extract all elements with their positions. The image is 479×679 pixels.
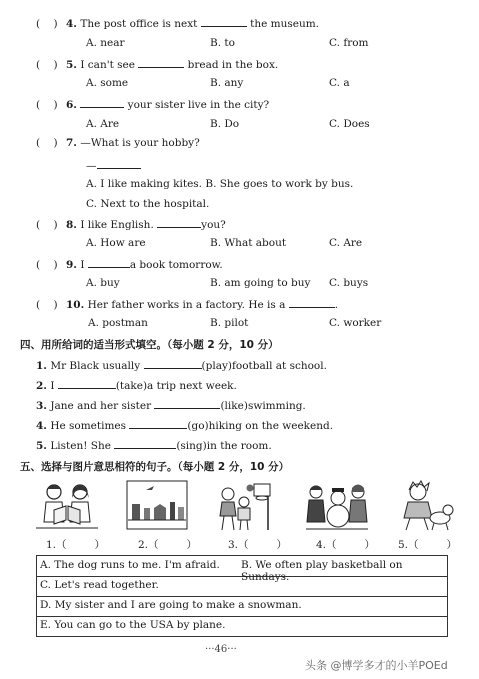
paren-close: ): [53, 18, 58, 30]
question-text: .: [334, 299, 339, 311]
basketball-players-picture: [216, 480, 278, 532]
answer-blank: [88, 256, 130, 268]
paren-open: (: [36, 299, 41, 311]
option-a: A. buy: [86, 277, 120, 289]
paren-close: ）: [186, 539, 198, 551]
sentence-choices-box: [36, 555, 448, 637]
question-number: 8.: [66, 219, 77, 231]
paren-open: (: [36, 219, 41, 231]
option-c: C. Next to the hospital.: [86, 198, 210, 210]
paren-open: (: [36, 99, 41, 111]
paren-close: ): [53, 219, 58, 231]
picture-label-4: [316, 537, 375, 552]
paren-close: ): [53, 259, 58, 271]
option-a: A. some: [86, 77, 129, 89]
fill-item-3: [36, 397, 306, 413]
option-a: A. How are: [86, 237, 146, 249]
question-10: [36, 296, 338, 312]
choice-c: C. Let's read together.: [40, 579, 159, 591]
paren-open: (: [36, 18, 41, 30]
item-text: (take)a trip next week.: [115, 380, 237, 392]
question-text: The post office is next: [80, 18, 198, 30]
question-text: a book tomorrow.: [129, 259, 223, 271]
answer-blank: [144, 357, 202, 369]
choice-b: B. We often play basketball on Sundays.: [241, 559, 403, 583]
label-text: 2.（: [138, 539, 159, 551]
option-a: A. near: [86, 37, 125, 49]
answer-blank: [58, 377, 116, 389]
picture-label-1: [46, 537, 105, 552]
paren-open: (: [36, 259, 41, 271]
question-text: the museum.: [250, 18, 320, 30]
section-5-title: 五、选择与图片意思相符的句子。（每小题 2 分，10 分）: [20, 461, 290, 473]
item-text: (sing)in the room.: [176, 440, 272, 452]
item-number: 4.: [36, 420, 47, 432]
picture-label-2: [138, 537, 197, 552]
fill-item-4: [36, 417, 333, 433]
question-number: 6.: [66, 99, 77, 111]
label-text: 1.（: [46, 539, 67, 551]
fill-item-5: [36, 437, 272, 453]
item-number: 1.: [36, 360, 47, 372]
item-text: Jane and her sister: [50, 400, 152, 412]
boy-with-dog-picture: [392, 480, 454, 532]
item-text: (go)hiking on the weekend.: [187, 420, 334, 432]
choice-row: [37, 576, 447, 597]
question-number: 7.: [66, 137, 77, 149]
label-text: 4.（: [316, 539, 337, 551]
item-text: He sometimes: [50, 420, 127, 432]
choice-row: [37, 596, 447, 617]
label-text: 5.（: [398, 539, 419, 551]
question-text: bread in the box.: [187, 59, 279, 71]
answer-blank: [138, 56, 184, 68]
item-text: Listen! She: [50, 440, 111, 452]
dash: —: [86, 160, 97, 172]
question-text: —What is your hobby?: [80, 137, 200, 149]
question-number: 10.: [66, 299, 85, 311]
option-c: C. a: [329, 77, 350, 89]
page-number: ···46···: [205, 644, 237, 655]
item-text: (like)swimming.: [220, 400, 306, 412]
question-number: 9.: [66, 259, 77, 271]
option-b: B. pilot: [210, 317, 249, 329]
item-number: 2.: [36, 380, 47, 392]
paren-close: ): [53, 59, 58, 71]
question-4: [36, 15, 319, 31]
paren-close: ): [53, 99, 58, 111]
fill-item-2: [36, 377, 237, 393]
paren-close: ): [53, 299, 58, 311]
picture-label-5: [398, 537, 457, 552]
question-text: I like English.: [80, 219, 154, 231]
option-a-b: A. I like making kites. B. She goes to work by bus.: [86, 178, 354, 190]
option-c: C. worker: [329, 317, 382, 329]
paren-close: ）: [364, 539, 376, 551]
watermark: 头条 @博学多才的小羊POEd: [305, 659, 448, 672]
snowman-children-picture: [306, 480, 368, 532]
answer-blank: [289, 296, 335, 308]
question-text: I: [80, 259, 85, 271]
paren-open: (: [36, 137, 41, 149]
option-a: A. Are: [86, 118, 120, 130]
option-c: C. Are: [329, 237, 363, 249]
choice-row: [37, 616, 447, 636]
item-text: (play)football at school.: [201, 360, 327, 372]
label-text: 3.（: [228, 539, 249, 551]
question-9: [36, 256, 223, 272]
answer-blank: [129, 417, 187, 429]
option-c: C. from: [329, 37, 369, 49]
option-a: A. postman: [88, 317, 148, 329]
choice-e: E. You can go to the USA by plane.: [40, 619, 226, 631]
paren-close: ）: [94, 539, 106, 551]
picture-label-3: [228, 537, 287, 552]
question-text: I can't see: [80, 59, 135, 71]
paren-close: ）: [446, 539, 458, 551]
option-b: B. to: [210, 37, 235, 49]
choice-d: D. My sister and I are going to make a snowman.: [40, 599, 302, 611]
question-number: 5.: [66, 59, 77, 71]
choice-row: [37, 556, 447, 583]
page-number-value: 46: [214, 644, 228, 655]
paren-close: ）: [276, 539, 288, 551]
question-text: your sister live in the city?: [127, 99, 270, 111]
paren-open: (: [36, 59, 41, 71]
answer-blank: [201, 15, 247, 27]
option-b: B. any: [210, 77, 244, 89]
question-5: [36, 56, 278, 72]
answer-blank: [154, 397, 220, 409]
option-b: B. Do: [210, 118, 240, 130]
question-text: Her father works in a factory. He is a: [87, 299, 286, 311]
option-c: C. Does: [329, 118, 370, 130]
option-b: B. am going to buy: [210, 277, 311, 289]
section-4-title: 四、用所给词的适当形式填空。（每小题 2 分，10 分）: [20, 339, 279, 351]
item-text: I: [50, 380, 55, 392]
answer-blank: [114, 437, 176, 449]
answer-line: [86, 157, 141, 173]
answer-blank: [80, 96, 124, 108]
answer-blank: [97, 157, 141, 169]
question-8: [36, 216, 226, 232]
option-c: C. buys: [329, 277, 369, 289]
item-number: 5.: [36, 440, 47, 452]
question-text: you?: [201, 219, 226, 231]
fill-item-1: [36, 357, 327, 373]
answer-blank: [157, 216, 201, 228]
children-reading-picture: [36, 480, 98, 532]
item-text: Mr Black usually: [50, 360, 141, 372]
question-number: 4.: [66, 18, 77, 30]
question-7: [36, 136, 200, 150]
option-b: B. What about: [210, 237, 287, 249]
travel-usa-landmarks-picture: [126, 480, 188, 532]
question-6: [36, 96, 269, 112]
paren-close: ): [53, 137, 58, 149]
choice-a: A. The dog runs to me. I'm afraid.: [40, 559, 220, 571]
item-number: 3.: [36, 400, 47, 412]
